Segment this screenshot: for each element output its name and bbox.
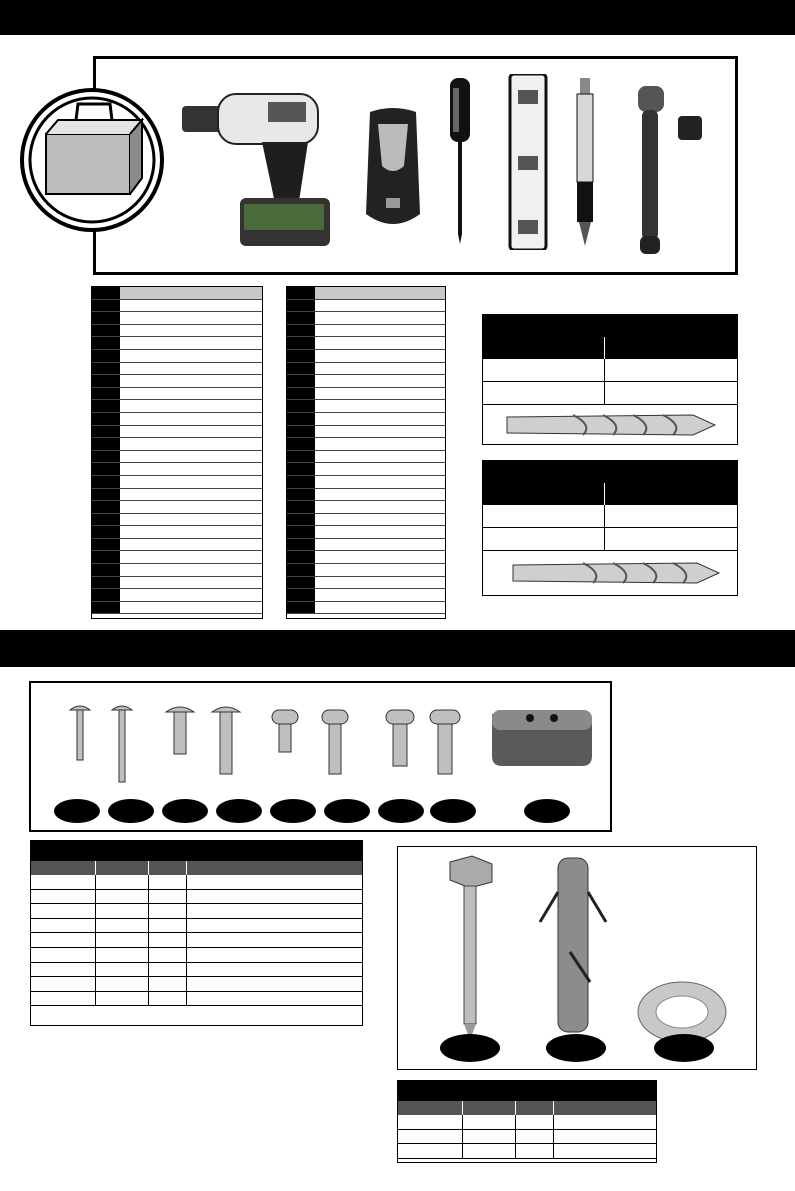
screw-label-1 <box>54 799 100 823</box>
screws-illustration <box>60 700 600 790</box>
drill-bit-icon <box>483 405 737 445</box>
washer-icon <box>638 982 726 1042</box>
screw-label-7 <box>378 799 424 823</box>
tools-header-bar <box>0 0 795 35</box>
hardware-header-bar <box>0 630 795 667</box>
stud-finder-icon <box>362 106 424 230</box>
level-icon <box>506 74 550 250</box>
anchors-table <box>397 1080 657 1163</box>
toolbox-icon <box>18 86 166 234</box>
screw-label-9 <box>524 799 570 823</box>
screw-label-6 <box>324 799 370 823</box>
anchor-label-3 <box>654 1034 714 1062</box>
anchor-label-1 <box>440 1034 500 1062</box>
socket-wrench-icon <box>628 86 708 256</box>
wall-anchor-icon <box>540 858 606 1032</box>
drill-bit-table-1 <box>482 314 738 445</box>
screw-label-4 <box>216 799 262 823</box>
parts-table-left <box>91 286 263 619</box>
lag-bolt-icon <box>450 856 492 1040</box>
drill-icon <box>182 86 332 248</box>
screw-label-8 <box>430 799 476 823</box>
spacer-block-icon <box>492 710 592 766</box>
screw-label-3 <box>162 799 208 823</box>
wall-anchors-illustration <box>420 852 740 1052</box>
pencil-icon <box>574 78 596 248</box>
drill-bit-table-2 <box>482 460 738 596</box>
screw-label-5 <box>270 799 316 823</box>
screw-label-2 <box>108 799 154 823</box>
drill-bit-icon-2 <box>483 551 737 595</box>
screws-table <box>30 840 363 1026</box>
parts-table-right <box>286 286 446 619</box>
anchor-label-2 <box>546 1034 606 1062</box>
screwdriver-icon <box>445 78 475 248</box>
